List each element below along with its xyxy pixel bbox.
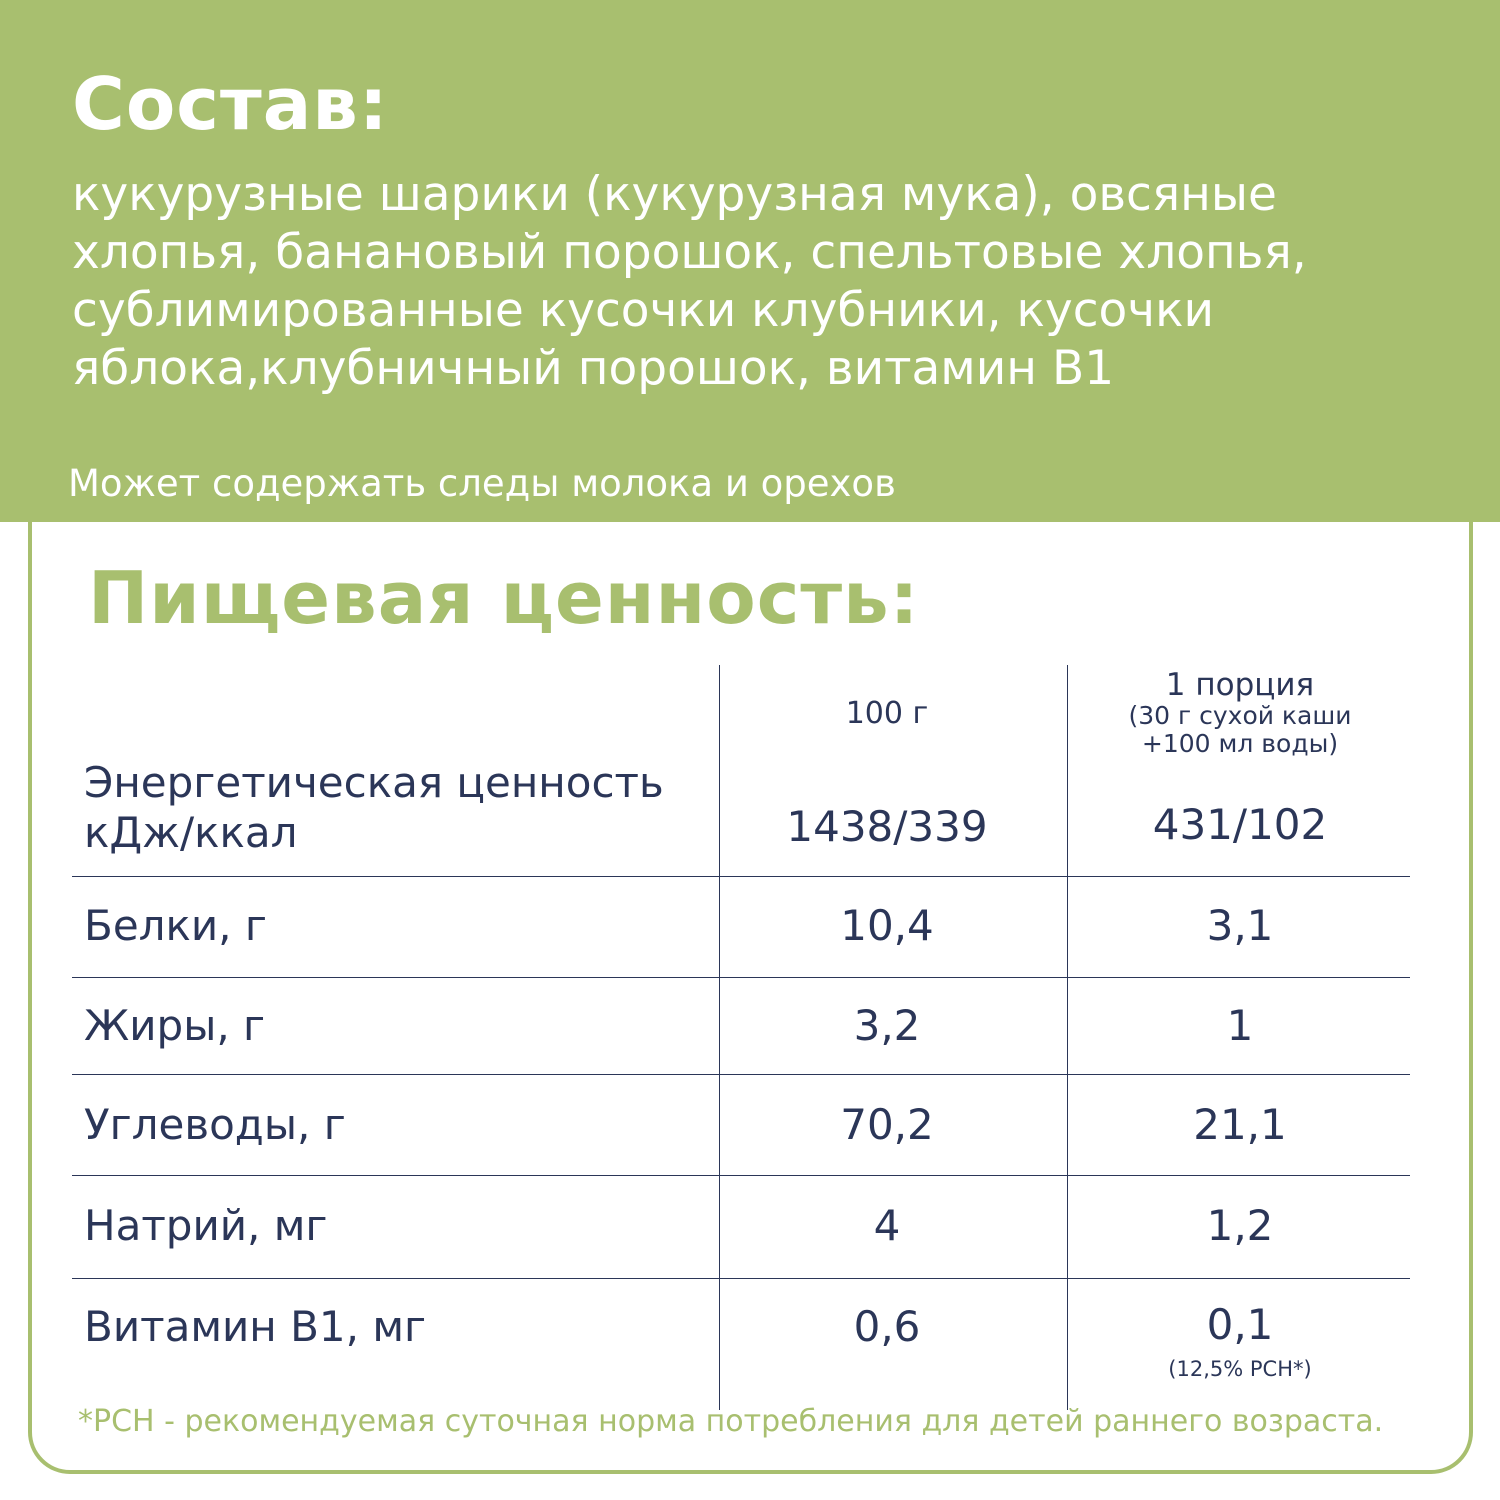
ingredients-line: сублимированные кусочки клубники, кусочки — [72, 283, 1214, 338]
row-divider — [72, 1278, 1410, 1279]
daily-norm-note: (12,5% РСН*) — [1168, 1357, 1312, 1381]
composition-title: Состав: — [72, 62, 389, 146]
row-label-line: кДж/ккал — [84, 808, 298, 857]
value-per-portion: 0,1 — [1206, 1300, 1274, 1349]
row-label-fat: Жиры, г — [84, 1001, 266, 1050]
portion-note: (30 г сухой каши — [1128, 701, 1352, 731]
column-divider — [1067, 665, 1068, 1410]
row-label-energy — [84, 758, 664, 858]
nutrition-title: Пищевая ценность: — [88, 556, 920, 640]
ingredients-text — [72, 166, 1462, 398]
row-divider — [72, 977, 1410, 978]
allergen-note: Может содержать следы молока и орехов — [68, 462, 896, 505]
ingredients-line: кукурузные шарики (кукурузная мука), овсяные — [72, 167, 1277, 222]
value-per-100g: 10,4 — [840, 901, 934, 950]
portion-label: 1 порция — [1165, 667, 1315, 703]
portion-note: +100 мл воды) — [1141, 728, 1339, 758]
value-per-portion: 21,1 — [1193, 1100, 1287, 1149]
value-per-100g: 4 — [873, 1201, 901, 1250]
footnote: *РСН - рекомендуемая суточная норма потребления для детей раннего возраста. — [78, 1404, 1384, 1439]
value-per-100g: 0,6 — [853, 1302, 921, 1351]
row-label-carbs: Углеводы, г — [84, 1100, 346, 1149]
column-header-100g: 100 г — [845, 696, 929, 731]
row-label-sodium: Натрий, мг — [84, 1201, 328, 1250]
value-per-portion: 431/102 — [1152, 800, 1328, 849]
value-per-portion: 3,1 — [1206, 901, 1274, 950]
value-per-portion: 1 — [1226, 1001, 1254, 1050]
row-divider — [72, 1074, 1410, 1075]
ingredients-line: хлопья, банановый порошок, спельтовые хлопья, — [72, 225, 1307, 280]
value-per-100g: 3,2 — [853, 1001, 921, 1050]
value-per-portion: 1,2 — [1206, 1201, 1274, 1250]
ingredients-line: яблока,клубничный порошок, витамин B1 — [72, 341, 1115, 396]
row-divider — [72, 876, 1410, 877]
row-divider — [72, 1175, 1410, 1176]
row-label-vitamin-b1: Витамин B1, мг — [84, 1302, 427, 1351]
value-per-100g: 70,2 — [840, 1100, 934, 1149]
row-label-protein: Белки, г — [84, 901, 267, 950]
value-per-100g: 1438/339 — [786, 802, 988, 851]
column-header-portion — [1070, 668, 1410, 757]
row-label-line: Энергетическая ценность — [84, 758, 664, 807]
column-divider — [719, 665, 720, 1410]
